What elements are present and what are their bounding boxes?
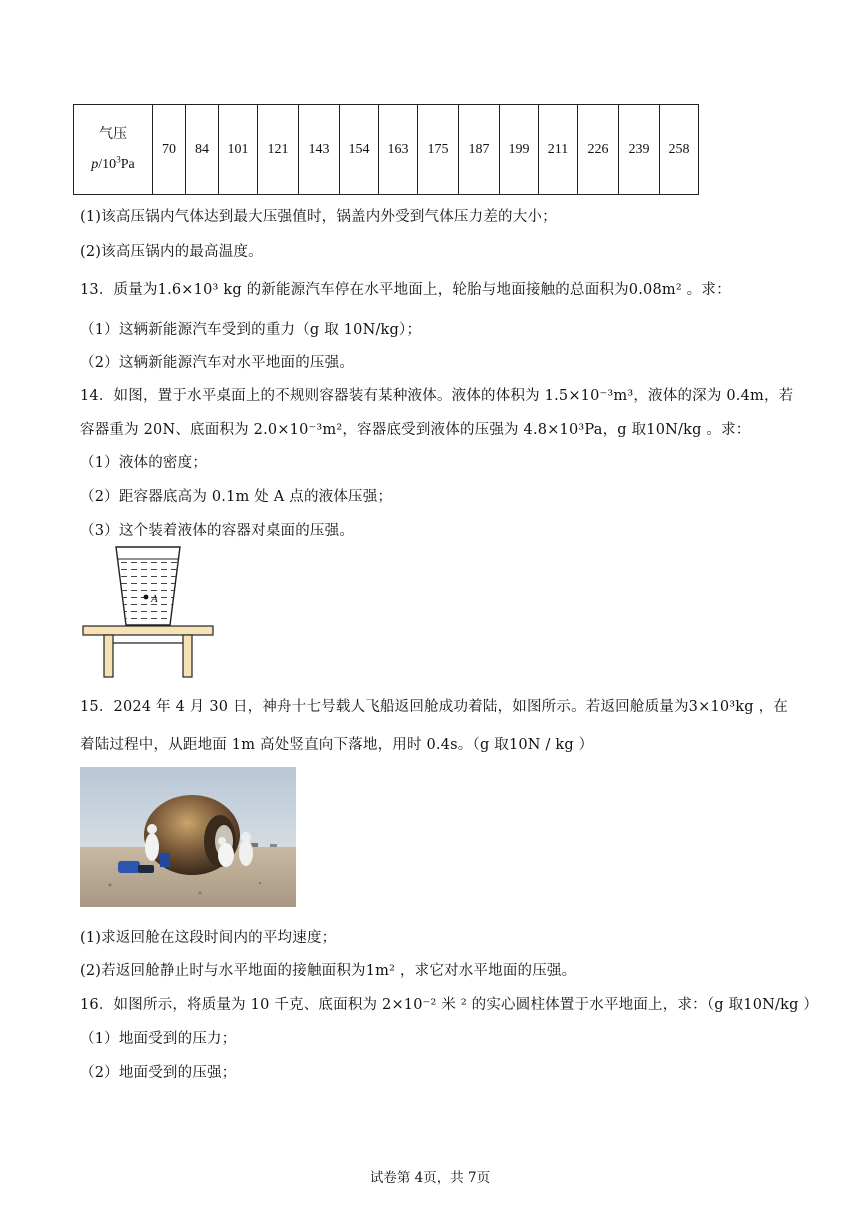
table-cell: 187 — [459, 105, 500, 195]
point-a-marker — [144, 595, 149, 600]
q14-part2: （2）距容器底高为 0.1m 处 A 点的液体压强； — [80, 489, 393, 505]
table-cell: 258 — [660, 105, 699, 195]
q14-part1: （1）液体的密度； — [80, 455, 208, 471]
q15-part1: (1)求返回舱在这段时间内的平均速度； — [80, 930, 337, 946]
q16-part2: （2）地面受到的压强； — [80, 1065, 237, 1081]
point-a-label: A — [151, 593, 158, 605]
table-cell: 121 — [258, 105, 299, 195]
table-cell: 154 — [340, 105, 379, 195]
header-unit: $p/10^3Pa$ — [91, 153, 135, 172]
q12-part2: (2)该高压锅内的最高温度。 — [80, 244, 263, 260]
table-cell: 101 — [219, 105, 258, 195]
table-cell: 143 — [299, 105, 340, 195]
table-row — [74, 105, 699, 195]
table-cell: 239 — [619, 105, 660, 195]
q15-stem-line2: 着陆过程中，从距地面 1m 高处竖直向下落地，用时 0.4s。（g 取10N / kg ） — [80, 737, 594, 753]
table-cell: 199 — [500, 105, 539, 195]
pressure-table — [73, 104, 699, 195]
q12-part1: (1)该高压锅内气体达到最大压强值时，锅盖内外受到气体压力差的大小； — [80, 209, 557, 225]
q13-part2: （2）这辆新能源汽车对水平地面的压强。 — [80, 355, 355, 371]
q14-stem-line2: 容器重为 20N、底面积为 2.0×10⁻³m²，容器底受到液体的压强为 4.8×10³Pa，g 取10N/kg 。求： — [80, 422, 751, 438]
q16-part1: （1）地面受到的压力； — [80, 1031, 237, 1047]
q15-stem-line1: 15．2024 年 4 月 30 日，神舟十七号载人飞船返回舱成功着陆，如图所示。若返回舱质量为3×10³kg ，在 — [80, 699, 788, 715]
header-label: 气压 — [99, 126, 127, 142]
table-cell: 163 — [379, 105, 418, 195]
reentry-capsule-photo — [80, 767, 296, 907]
q15-part2: (2)若返回舱静止时与水平地面的接触面积为1m² ，求它对水平地面的压强。 — [80, 963, 577, 979]
table-header-cell — [74, 105, 153, 195]
table-cell: 175 — [418, 105, 459, 195]
page-footer: 试卷第 4页，共 7页 — [369, 1170, 491, 1186]
table-cell: 84 — [186, 105, 219, 195]
container-on-table-figure — [80, 545, 220, 680]
table-cell: 211 — [539, 105, 578, 195]
q16-stem: 16．如图所示，将质量为 10 千克、底面积为 2×10⁻² 米 ² 的实心圆柱体置于水平地面上，求：（g 取10N/kg ） — [80, 997, 819, 1013]
table-cell: 226 — [578, 105, 619, 195]
q13-part1: （1）这辆新能源汽车受到的重力（g 取 10N/kg）； — [80, 322, 422, 338]
q14-stem-line1: 14．如图，置于水平桌面上的不规则容器装有某种液体。液体的体积为 1.5×10⁻³m³，液体的深为 0.4m，若 — [80, 388, 794, 404]
table-cell: 70 — [153, 105, 186, 195]
q13-stem: 13．质量为1.6×10³ kg 的新能源汽车停在水平地面上，轮胎与地面接触的总面积为0.08m² 。求： — [80, 282, 731, 298]
q14-part3: （3）这个装着液体的容器对桌面的压强。 — [80, 523, 355, 539]
